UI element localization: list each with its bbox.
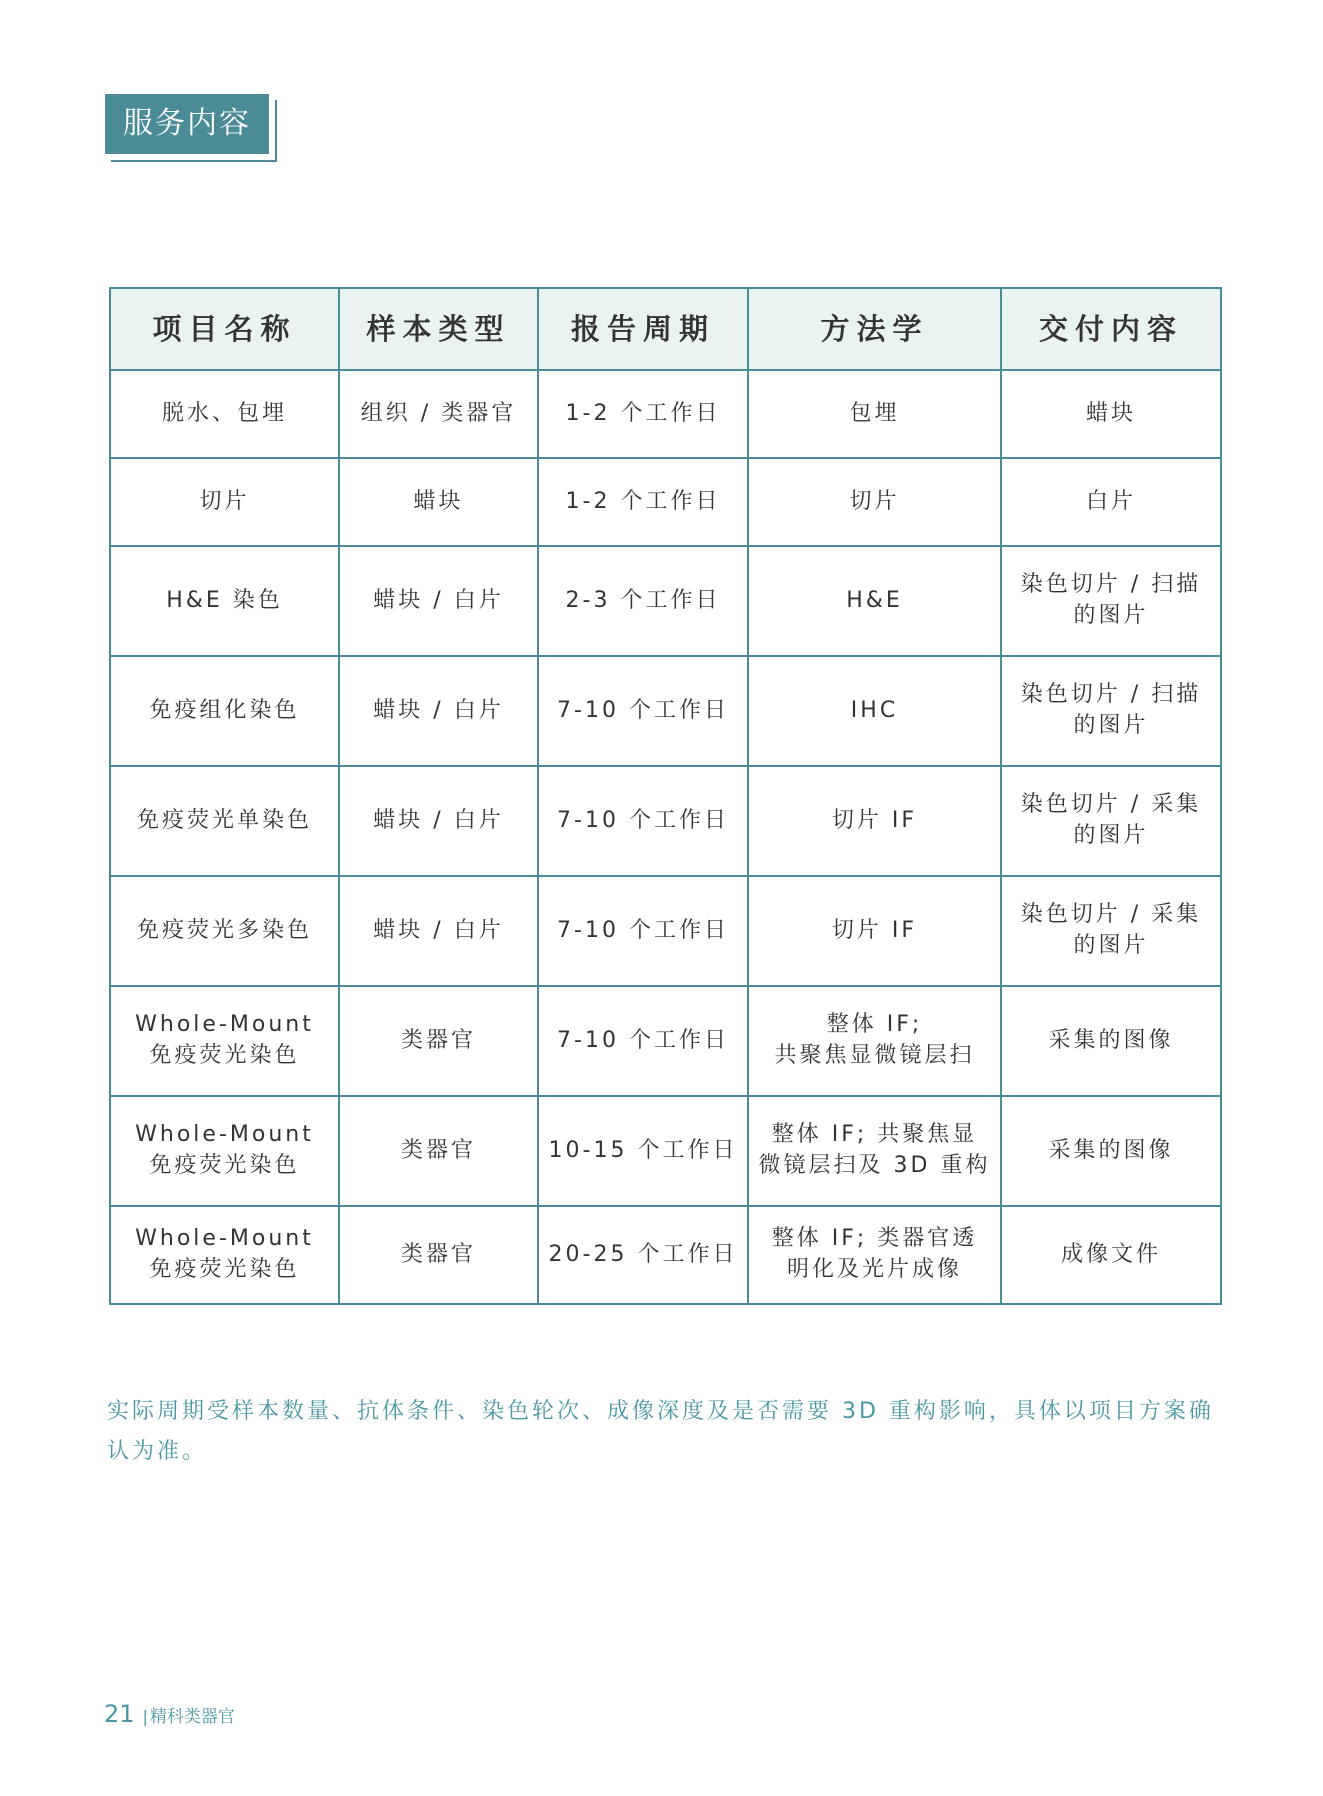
table-row: [110, 458, 1221, 546]
project-name-cell: Whole-Mount 免疫荧光染色: [110, 1206, 339, 1304]
methodology-cell: H&E: [748, 546, 1001, 656]
sample-type-cell: 蜡块 / 白片: [339, 766, 538, 876]
table-row: [110, 986, 1221, 1096]
methodology-cell: 整体 IF; 共聚焦显 微镜层扫及 3D 重构: [748, 1096, 1001, 1206]
methodology-cell: IHC: [748, 656, 1001, 766]
sample-type-cell: 类器官: [339, 986, 538, 1096]
methodology-cell: 切片: [748, 458, 1001, 546]
header-sample-type: 样本类型: [339, 288, 538, 370]
report-cycle-cell: 7-10 个工作日: [538, 876, 748, 986]
sample-type-cell: 蜡块: [339, 458, 538, 546]
deliverables-cell: 染色切片 / 扫描 的图片: [1001, 656, 1221, 766]
report-cycle-cell: 7-10 个工作日: [538, 656, 748, 766]
service-table-body: [110, 370, 1221, 1304]
project-name-cell: 切片: [110, 458, 339, 546]
sample-type-cell: 蜡块 / 白片: [339, 546, 538, 656]
header-project-name: 项目名称: [110, 288, 339, 370]
report-cycle-cell: 2-3 个工作日: [538, 546, 748, 656]
table-row: [110, 370, 1221, 458]
project-name-cell: 免疫荧光单染色: [110, 766, 339, 876]
deliverables-cell: 成像文件: [1001, 1206, 1221, 1304]
table-row: [110, 1206, 1221, 1304]
sample-type-cell: 蜡块 / 白片: [339, 876, 538, 986]
project-name-cell: Whole-Mount 免疫荧光染色: [110, 1096, 339, 1206]
methodology-cell: 切片 IF: [748, 876, 1001, 986]
methodology-cell: 包埋: [748, 370, 1001, 458]
page-footer: [104, 1700, 235, 1728]
sample-type-cell: 组织 / 类器官: [339, 370, 538, 458]
table-row: [110, 656, 1221, 766]
report-cycle-cell: 10-15 个工作日: [538, 1096, 748, 1206]
section-title-tag: [105, 94, 275, 160]
deliverables-cell: 染色切片 / 采集 的图片: [1001, 876, 1221, 986]
table-header-row: [110, 288, 1221, 370]
table-row: [110, 766, 1221, 876]
table-row: [110, 546, 1221, 656]
project-name-cell: Whole-Mount 免疫荧光染色: [110, 986, 339, 1096]
footer-separator: |: [142, 1707, 148, 1726]
project-name-cell: 免疫荧光多染色: [110, 876, 339, 986]
page-number: 21: [104, 1700, 135, 1728]
methodology-cell: 切片 IF: [748, 766, 1001, 876]
deliverables-cell: 蜡块: [1001, 370, 1221, 458]
footer-brand: 精科类器官: [149, 1707, 235, 1727]
table-row: [110, 876, 1221, 986]
sample-type-cell: 类器官: [339, 1096, 538, 1206]
report-cycle-cell: 20-25 个工作日: [538, 1206, 748, 1304]
project-name-cell: H&E 染色: [110, 546, 339, 656]
report-cycle-cell: 7-10 个工作日: [538, 766, 748, 876]
service-table: [109, 287, 1222, 1305]
header-deliverables: 交付内容: [1001, 288, 1221, 370]
project-name-cell: 脱水、包埋: [110, 370, 339, 458]
report-cycle-cell: 7-10 个工作日: [538, 986, 748, 1096]
header-methodology: 方法学: [748, 288, 1001, 370]
methodology-cell: 整体 IF; 类器官透 明化及光片成像: [748, 1206, 1001, 1304]
section-title: 服务内容: [105, 94, 269, 154]
deliverables-cell: 白片: [1001, 458, 1221, 546]
sample-type-cell: 类器官: [339, 1206, 538, 1304]
report-cycle-cell: 1-2 个工作日: [538, 370, 748, 458]
footnote: 实际周期受样本数量、抗体条件、染色轮次、成像深度及是否需要 3D 重构影响，具体以项目方案确认为准。: [107, 1399, 1214, 1464]
table-row: [110, 1096, 1221, 1206]
deliverables-cell: 采集的图像: [1001, 1096, 1221, 1206]
header-report-cycle: 报告周期: [538, 288, 748, 370]
sample-type-cell: 蜡块 / 白片: [339, 656, 538, 766]
deliverables-cell: 染色切片 / 采集 的图片: [1001, 766, 1221, 876]
methodology-cell: 整体 IF; 共聚焦显微镜层扫: [748, 986, 1001, 1096]
project-name-cell: 免疫组化染色: [110, 656, 339, 766]
service-table-head: [110, 288, 1221, 370]
deliverables-cell: 染色切片 / 扫描 的图片: [1001, 546, 1221, 656]
report-cycle-cell: 1-2 个工作日: [538, 458, 748, 546]
deliverables-cell: 采集的图像: [1001, 986, 1221, 1096]
